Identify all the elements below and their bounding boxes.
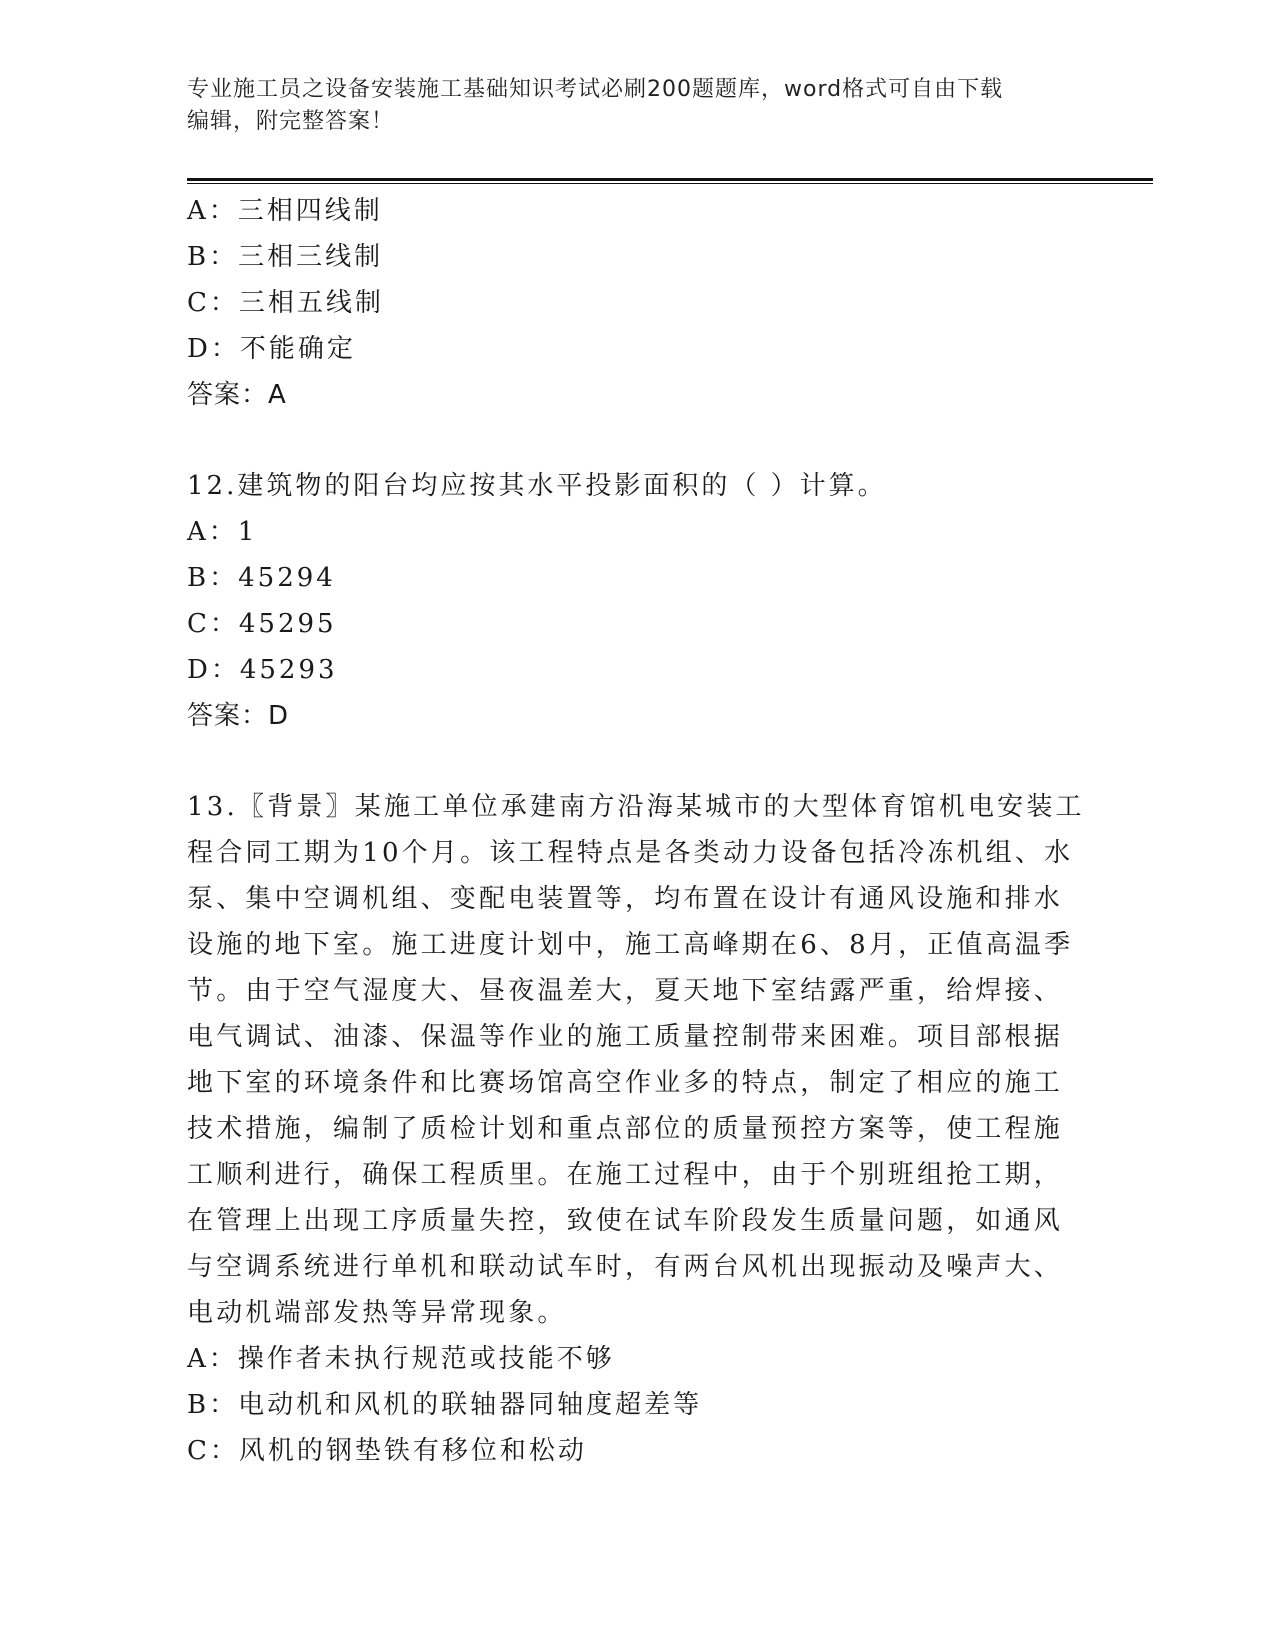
question-stem-line: 13.〖背景〗某施工单位承建南方沿海某城市的大型体育馆机电安装工 (187, 792, 1085, 822)
option-b: B：45294 (187, 563, 336, 593)
question-stem-line: 技术措施，编制了质检计划和重点部位的质量预控方案等，使工程施 (187, 1114, 1064, 1144)
header-line-1: 专业施工员之设备安装施工基础知识考试必刷200题题库，word格式可自由下载 (187, 77, 1004, 102)
option-c: C：风机的钢垫铁有移位和松动 (187, 1436, 587, 1466)
option-a: A：1 (187, 517, 258, 547)
answer-line: 答案：A (187, 380, 287, 410)
question-content (187, 188, 1087, 1474)
question-stem-line: 电动机端部发热等异常现象。 (187, 1298, 567, 1328)
option-d: D：不能确定 (187, 334, 356, 364)
document-header (187, 74, 1087, 138)
option-a: A：操作者未执行规范或技能不够 (187, 1344, 615, 1374)
option-b: B：电动机和风机的联轴器同轴度超差等 (187, 1390, 703, 1420)
header-line-2: 编辑，附完整答案！ (187, 109, 395, 134)
question-stem-line: 节。由于空气湿度大、昼夜温差大，夏天地下室结露严重，给焊接、 (187, 976, 1064, 1006)
spacer (187, 739, 1087, 784)
option-b: B：三相三线制 (187, 242, 384, 272)
question-stem: 12.建筑物的阳台均应按其水平投影面积的（ ）计算。 (187, 471, 887, 501)
option-c: C：45295 (187, 609, 337, 639)
question-stem-line: 程合同工期为10个月。该工程特点是各类动力设备包括冷冻机组、水 (187, 838, 1074, 868)
question-stem-line: 设施的地下室。施工进度计划中，施工高峰期在6、8月，正值高温季 (187, 930, 1074, 960)
option-c: C：三相五线制 (187, 288, 384, 318)
question-13 (187, 784, 1087, 1474)
header-divider-thin (187, 183, 1153, 184)
question-11 (187, 188, 1087, 418)
header-divider-thick (187, 178, 1153, 181)
option-d: D：45293 (187, 655, 338, 685)
question-stem-line: 工顺利进行，确保工程质里。在施工过程中，由于个别班组抢工期， (187, 1160, 1064, 1190)
question-stem-line: 与空调系统进行单机和联动试车时，有两台风机出现振动及噪声大、 (187, 1252, 1064, 1282)
spacer (187, 418, 1087, 463)
question-stem-line: 泵、集中空调机组、变配电装置等，均布置在设计有通风设施和排水 (187, 884, 1064, 914)
option-a: A：三相四线制 (187, 196, 383, 226)
question-stem-line: 地下室的环境条件和比赛场馆高空作业多的特点，制定了相应的施工 (187, 1068, 1064, 1098)
question-12 (187, 463, 1087, 739)
question-stem-line: 在管理上出现工序质量失控，致使在试车阶段发生质量问题，如通风 (187, 1206, 1064, 1236)
answer-line: 答案：D (187, 701, 290, 731)
question-stem-line: 电气调试、油漆、保温等作业的施工质量控制带来困难。项目部根据 (187, 1022, 1064, 1052)
